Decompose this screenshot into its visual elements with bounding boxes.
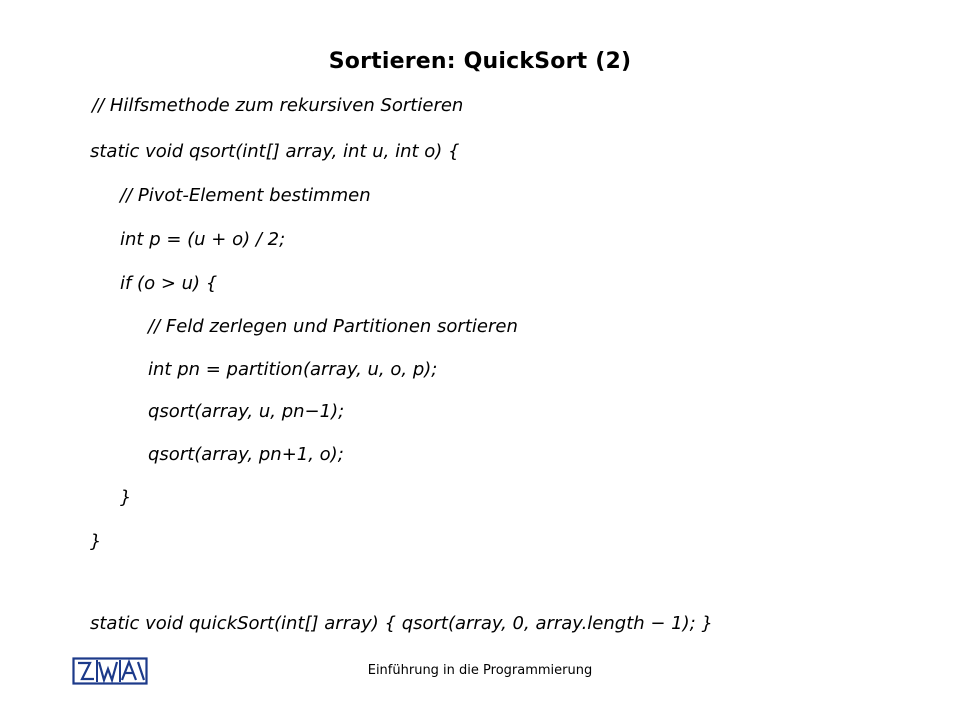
code-pivot-assignment: int p = (u + o) / 2; xyxy=(120,229,286,250)
code-if-condition: if (o > u) { xyxy=(120,273,218,294)
code-if-close-brace: } xyxy=(120,487,132,508)
code-qsort-left-call: qsort(array, u, pn−1); xyxy=(148,401,345,422)
code-comment-partition: // Feld zerlegen und Partitionen sortieren xyxy=(148,316,518,337)
code-method-close-brace: } xyxy=(90,531,102,552)
slide-title: Sortieren: QuickSort (2) xyxy=(328,49,632,74)
code-qsort-signature: static void qsort(int[] array, int u, int o) { xyxy=(90,141,460,162)
code-quicksort-method: static void quickSort(int[] array) { qsort(array, 0, array.length − 1); } xyxy=(90,613,713,634)
footer-course-title: Einführung in die Programmierung xyxy=(367,663,593,678)
code-comment-helper: // Hilfsmethode zum rekursiven Sortieren xyxy=(92,95,464,116)
code-comment-pivot: // Pivot-Element bestimmen xyxy=(120,185,371,206)
code-qsort-right-call: qsort(array, pn+1, o); xyxy=(148,444,344,465)
code-partition-call: int pn = partition(array, u, o, p); xyxy=(148,359,438,380)
